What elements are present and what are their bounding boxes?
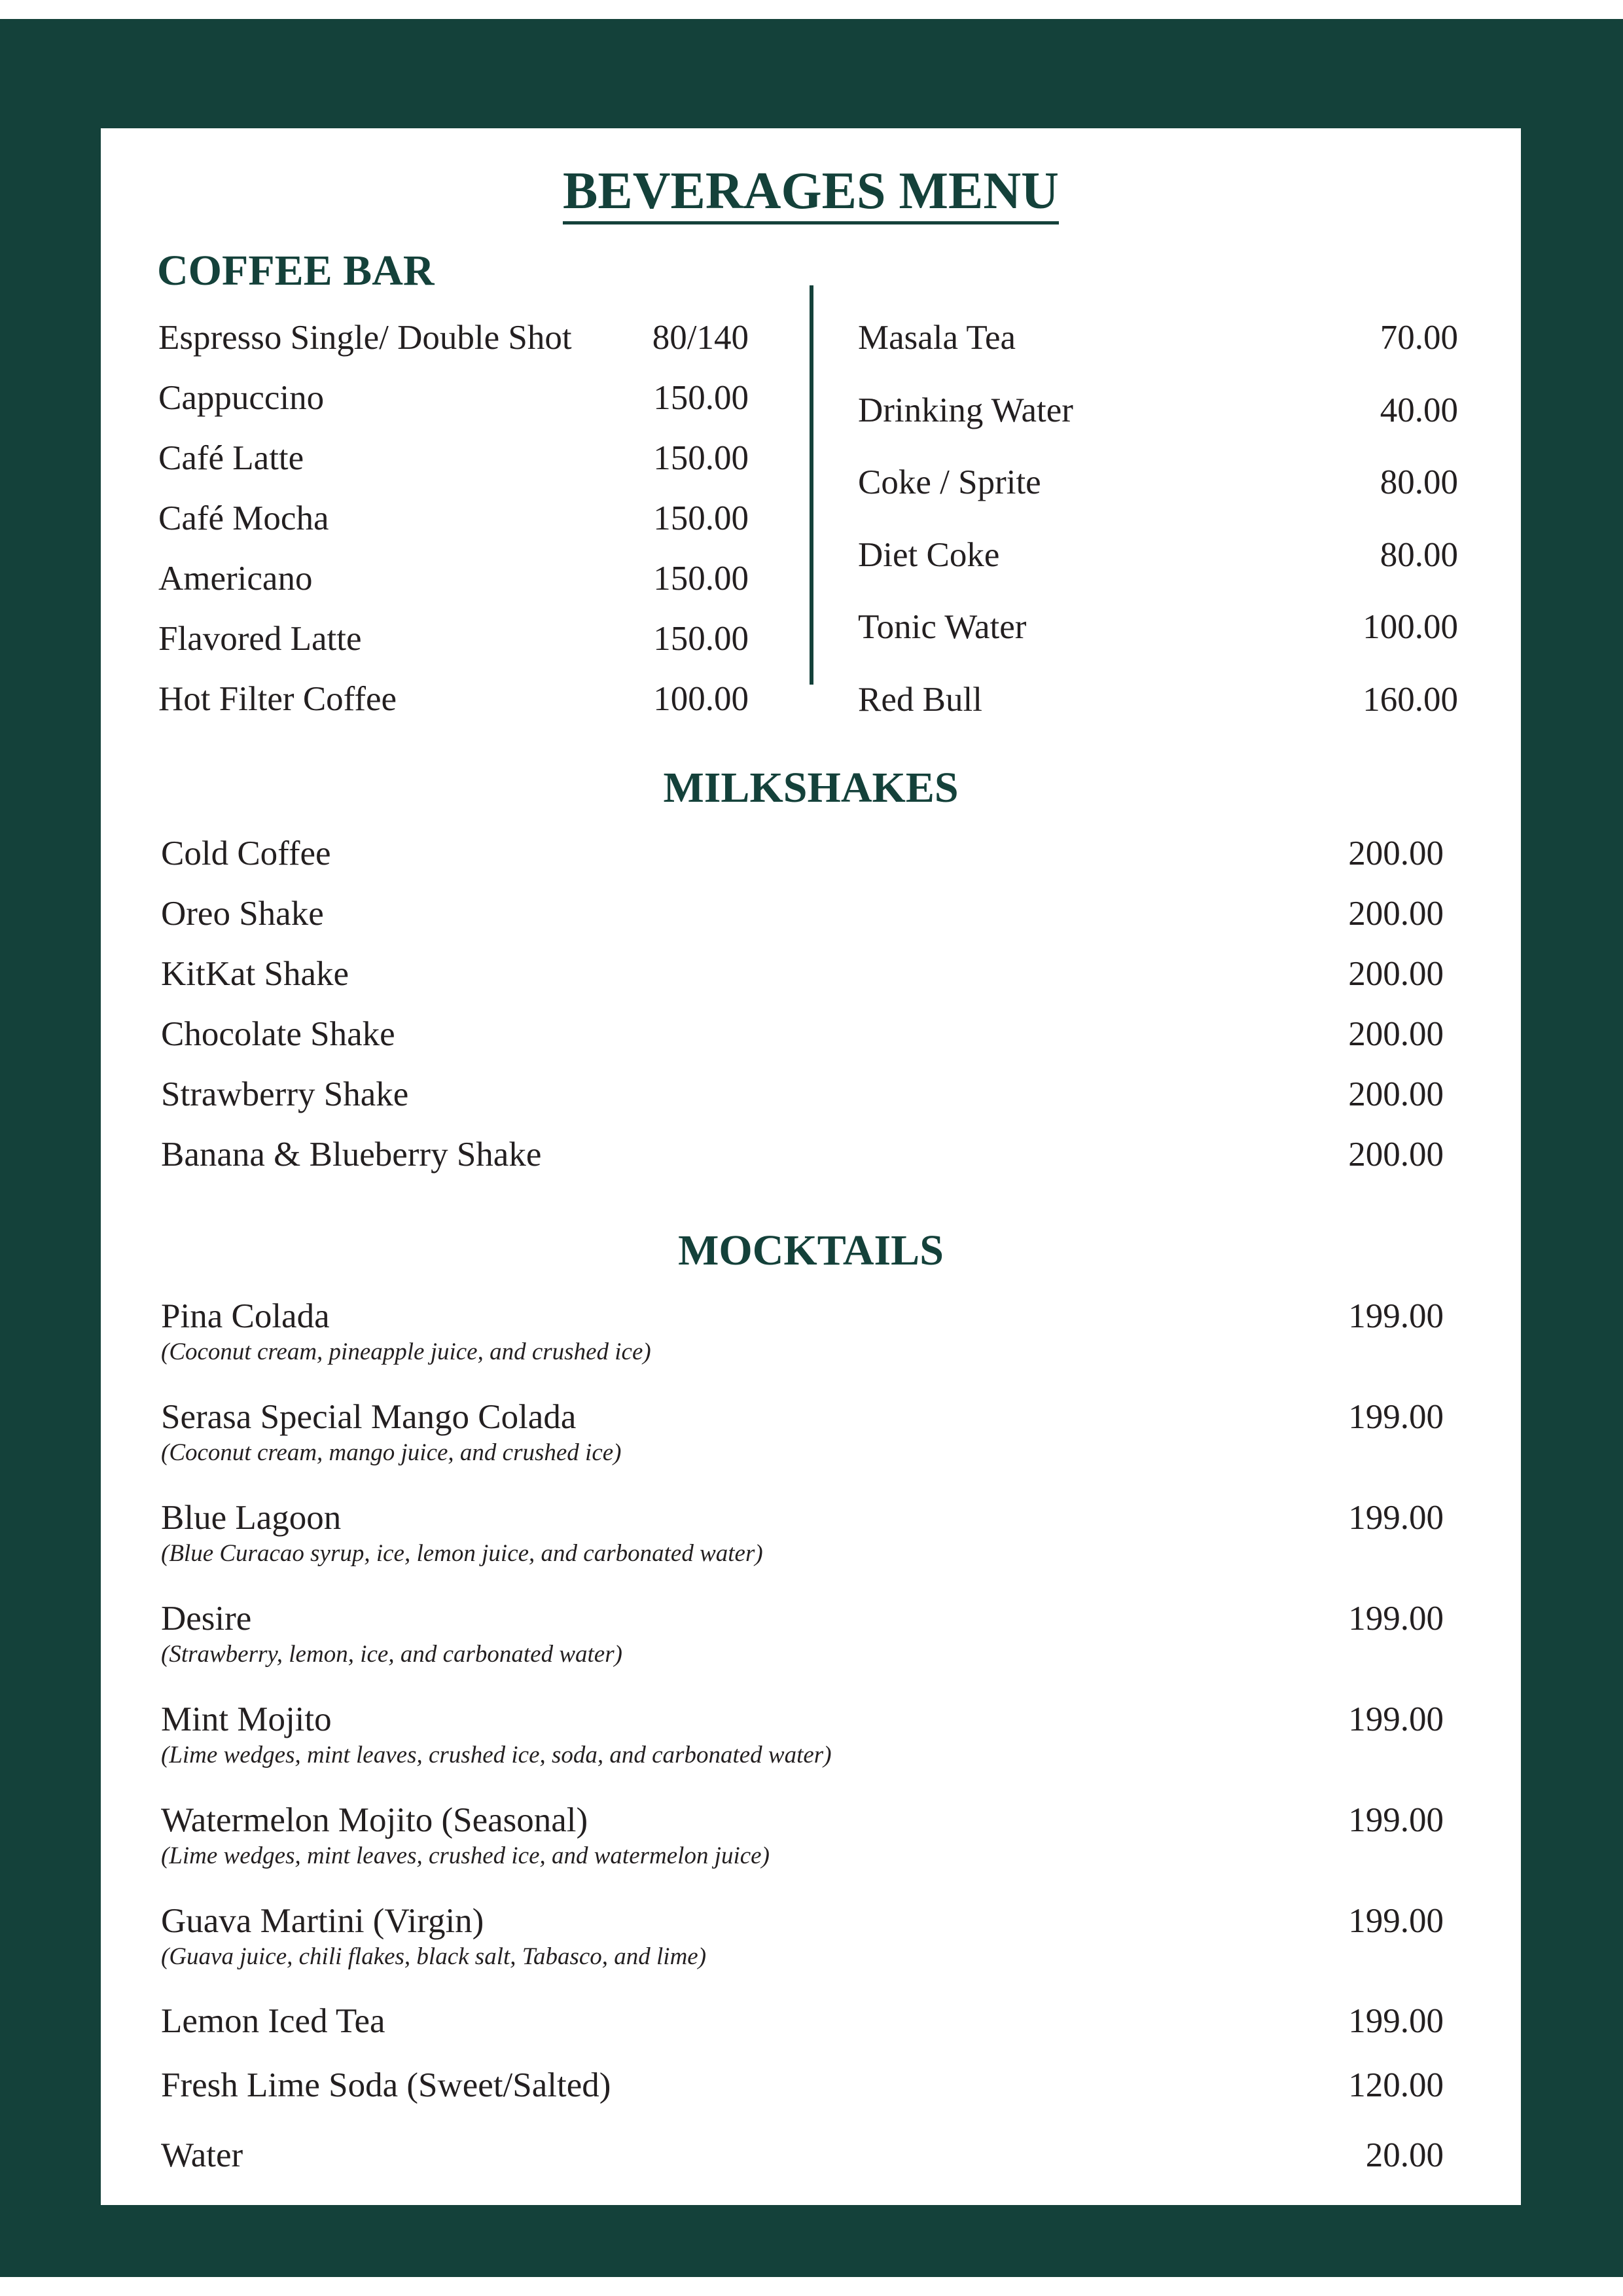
milkshakes-heading: MILKSHAKES (663, 764, 959, 812)
mocktails-heading: MOCKTAILS (678, 1227, 944, 1274)
coffee-item-price: 80/140 (652, 319, 749, 357)
coffee-item-price: 150.00 (653, 439, 749, 477)
coffee-bar-heading: COFFEE BAR (157, 247, 435, 295)
coffee-item-name: Americano (158, 560, 313, 598)
mocktail-item-name: Pina Colada (161, 1297, 330, 1335)
coffee-item-price: 150.00 (653, 379, 749, 417)
milkshake-item-price: 200.00 (1348, 834, 1444, 872)
milkshake-item-price: 200.00 (1348, 895, 1444, 933)
mocktail-item-description: (Coconut cream, pineapple juice, and crushed ice) (161, 1338, 651, 1365)
mocktail-item-description: (Lime wedges, mint leaves, crushed ice, and watermelon juice) (161, 1842, 770, 1869)
mocktail-item-name: Guava Martini (Virgin) (161, 1902, 484, 1940)
coffee-item-name: Espresso Single/ Double Shot (158, 319, 572, 357)
mocktail-item-price: 199.00 (1348, 1398, 1444, 1436)
mocktail-item-price: 199.00 (1348, 1499, 1444, 1537)
coffee-item-price: 150.00 (653, 560, 749, 598)
coffee-item-name: Masala Tea (858, 319, 1016, 357)
mocktail-item-price: 20.00 (1365, 2136, 1444, 2174)
mocktail-item-price: 199.00 (1348, 1902, 1444, 1940)
mocktail-item-name: Fresh Lime Soda (Sweet/Salted) (161, 2066, 611, 2104)
coffee-item-name: Flavored Latte (158, 620, 362, 658)
mocktail-item-description: (Guava juice, chili flakes, black salt, Tabasco, and lime) (161, 1943, 707, 1970)
milkshake-item-name: KitKat Shake (161, 955, 349, 993)
mocktail-item-description: (Coconut cream, mango juice, and crushed ice) (161, 1439, 622, 1466)
coffee-item-price: 40.00 (1380, 391, 1458, 429)
mocktail-item-name: Mint Mojito (161, 1700, 332, 1738)
mocktail-item-description: (Blue Curacao syrup, ice, lemon juice, and carbonated water) (161, 1540, 763, 1567)
milkshake-item-name: Chocolate Shake (161, 1015, 395, 1053)
coffee-item-price: 160.00 (1363, 681, 1458, 719)
milkshake-item-name: Oreo Shake (161, 895, 324, 933)
mocktail-item-description: (Strawberry, lemon, ice, and carbonated water) (161, 1641, 622, 1668)
milkshake-item-price: 200.00 (1348, 1136, 1444, 1174)
mocktail-item-price: 199.00 (1348, 1801, 1444, 1839)
column-divider (810, 285, 813, 685)
mocktail-item-description: (Lime wedges, mint leaves, crushed ice, soda, and carbonated water) (161, 1742, 832, 1768)
milkshake-item-name: Banana & Blueberry Shake (161, 1136, 542, 1174)
coffee-item-name: Coke / Sprite (858, 463, 1041, 501)
mocktail-item-name: Watermelon Mojito (Seasonal) (161, 1801, 588, 1839)
coffee-item-name: Café Latte (158, 439, 304, 477)
milkshake-item-price: 200.00 (1348, 1015, 1444, 1053)
mocktail-item-name: Lemon Iced Tea (161, 2002, 385, 2040)
menu-page (101, 128, 1521, 2205)
mocktail-item-price: 120.00 (1348, 2066, 1444, 2104)
coffee-item-name: Red Bull (858, 681, 982, 719)
mocktail-item-name: Desire (161, 1600, 252, 1638)
coffee-item-price: 80.00 (1380, 536, 1458, 574)
coffee-item-name: Café Mocha (158, 499, 329, 537)
mocktail-item-name: Blue Lagoon (161, 1499, 342, 1537)
coffee-item-name: Hot Filter Coffee (158, 680, 397, 718)
mocktail-item-price: 199.00 (1348, 1600, 1444, 1638)
menu-title: BEVERAGES MENU (101, 165, 1521, 224)
coffee-item-price: 150.00 (653, 620, 749, 658)
coffee-item-price: 80.00 (1380, 463, 1458, 501)
milkshake-item-price: 200.00 (1348, 1075, 1444, 1113)
coffee-item-price: 70.00 (1380, 319, 1458, 357)
coffee-item-name: Cappuccino (158, 379, 325, 417)
milkshake-item-name: Cold Coffee (161, 834, 331, 872)
coffee-item-name: Tonic Water (858, 608, 1027, 646)
mocktail-item-name: Water (161, 2136, 243, 2174)
mocktail-item-price: 199.00 (1348, 2002, 1444, 2040)
coffee-item-name: Diet Coke (858, 536, 1000, 574)
mocktail-item-price: 199.00 (1348, 1700, 1444, 1738)
coffee-item-price: 100.00 (1363, 608, 1458, 646)
milkshake-item-price: 200.00 (1348, 955, 1444, 993)
coffee-item-price: 100.00 (653, 680, 749, 718)
coffee-item-price: 150.00 (653, 499, 749, 537)
mocktail-item-price: 199.00 (1348, 1297, 1444, 1335)
coffee-item-name: Drinking Water (858, 391, 1073, 429)
menu-frame (0, 19, 1623, 2277)
milkshake-item-name: Strawberry Shake (161, 1075, 409, 1113)
mocktail-item-name: Serasa Special Mango Colada (161, 1398, 577, 1436)
